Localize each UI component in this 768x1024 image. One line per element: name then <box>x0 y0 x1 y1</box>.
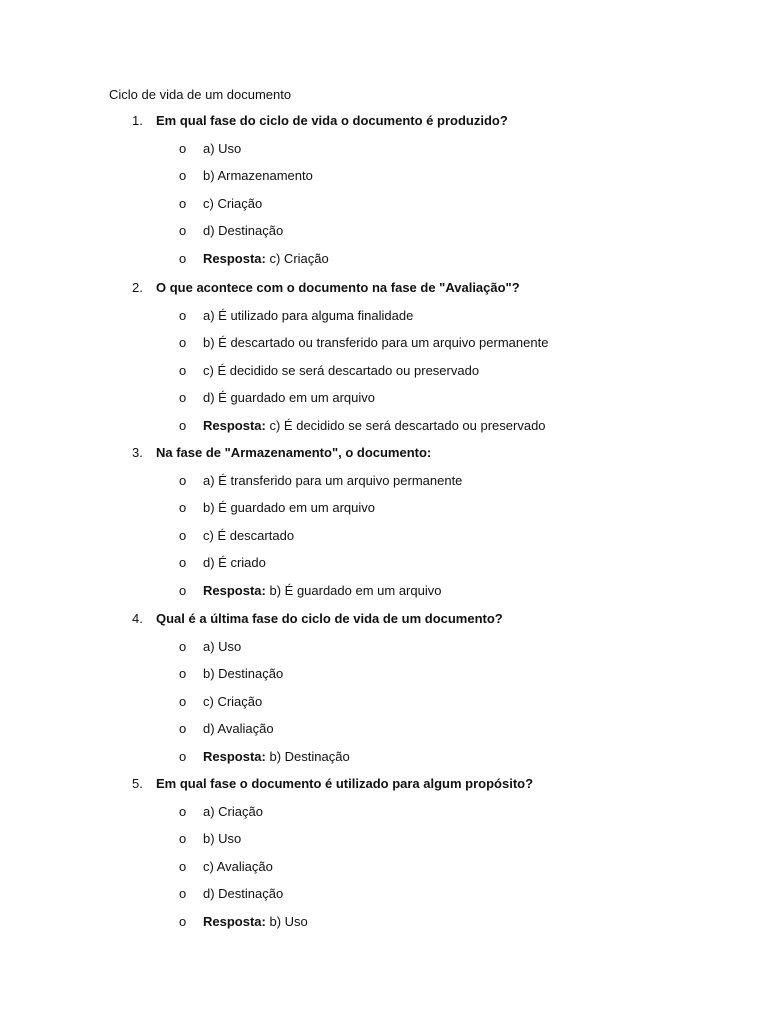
option-text: b) Uso <box>203 831 242 846</box>
option-item <box>0 308 768 324</box>
question-text: Na fase de "Armazenamento", o documento: <box>156 445 432 460</box>
question-1 <box>0 113 768 129</box>
question-number: 4. <box>132 611 143 626</box>
option-text: b) É guardado em um arquivo <box>203 500 375 515</box>
option-text: d) Destinação <box>203 223 284 238</box>
bullet-marker: o <box>179 141 187 156</box>
answer-label: Resposta: <box>203 418 266 433</box>
bullet-marker: o <box>179 528 187 543</box>
bullet-marker: o <box>179 223 187 238</box>
question-5 <box>0 776 768 792</box>
answer-line <box>203 251 329 267</box>
answer-value: b) É guardado em um arquivo <box>269 583 442 598</box>
answer-item <box>0 583 768 599</box>
option-text: c) É decidido se será descartado ou preservado <box>203 363 480 378</box>
bullet-marker: o <box>179 804 187 819</box>
answer-item <box>0 251 768 267</box>
option-item <box>0 141 768 157</box>
option-text: c) Avaliação <box>203 859 273 874</box>
option-text: c) Criação <box>203 196 263 211</box>
bullet-marker: o <box>179 831 187 846</box>
option-item <box>0 859 768 875</box>
bullet-marker: o <box>179 251 187 266</box>
answer-line <box>203 583 441 599</box>
option-text: a) Uso <box>203 141 242 156</box>
option-item <box>0 694 768 710</box>
bullet-marker: o <box>179 335 187 350</box>
answer-value: c) Criação <box>269 251 329 266</box>
bullet-marker: o <box>179 639 187 654</box>
bullet-marker: o <box>179 583 187 598</box>
bullet-marker: o <box>179 749 187 764</box>
bullet-marker: o <box>179 555 187 570</box>
question-number: 3. <box>132 445 143 460</box>
answer-line <box>203 749 350 765</box>
option-item <box>0 223 768 239</box>
question-number: 5. <box>132 776 143 791</box>
bullet-marker: o <box>179 168 187 183</box>
option-text: d) Avaliação <box>203 721 274 736</box>
bullet-marker: o <box>179 308 187 323</box>
answer-value: b) Uso <box>269 914 308 929</box>
option-item <box>0 666 768 682</box>
option-item <box>0 196 768 212</box>
option-text: a) É utilizado para alguma finalidade <box>203 308 414 323</box>
answer-label: Resposta: <box>203 251 266 266</box>
bullet-marker: o <box>179 694 187 709</box>
option-item <box>0 363 768 379</box>
option-item <box>0 168 768 184</box>
bullet-marker: o <box>179 914 187 929</box>
question-2 <box>0 280 768 296</box>
bullet-marker: o <box>179 886 187 901</box>
bullet-marker: o <box>179 473 187 488</box>
answer-label: Resposta: <box>203 914 266 929</box>
option-item <box>0 886 768 902</box>
option-item <box>0 804 768 820</box>
question-number: 1. <box>132 113 143 128</box>
option-item <box>0 555 768 571</box>
answer-value: c) É decidido se será descartado ou preservado <box>269 418 546 433</box>
document-title: Ciclo de vida de um documento <box>109 87 292 102</box>
option-text: b) Destinação <box>203 666 284 681</box>
bullet-marker: o <box>179 418 187 433</box>
question-number: 2. <box>132 280 143 295</box>
answer-item <box>0 749 768 765</box>
option-text: d) É criado <box>203 555 266 570</box>
bullet-marker: o <box>179 196 187 211</box>
bullet-marker: o <box>179 859 187 874</box>
answer-item <box>0 914 768 930</box>
question-text: Em qual fase do ciclo de vida o documento é produzido? <box>156 113 508 128</box>
option-text: d) É guardado em um arquivo <box>203 390 375 405</box>
bullet-marker: o <box>179 363 187 378</box>
answer-label: Resposta: <box>203 749 266 764</box>
option-item <box>0 831 768 847</box>
bullet-marker: o <box>179 500 187 515</box>
option-text: a) Uso <box>203 639 242 654</box>
answer-value: b) Destinação <box>269 749 350 764</box>
question-text: Em qual fase o documento é utilizado para algum propósito? <box>156 776 534 791</box>
option-item <box>0 500 768 516</box>
answer-line <box>203 914 308 930</box>
bullet-marker: o <box>179 721 187 736</box>
option-text: a) É transferido para um arquivo permanente <box>203 473 463 488</box>
bullet-marker: o <box>179 666 187 681</box>
option-text: b) Armazenamento <box>203 168 313 183</box>
bullet-marker: o <box>179 390 187 405</box>
option-item <box>0 528 768 544</box>
question-text: O que acontece com o documento na fase de "Avaliação"? <box>156 280 520 295</box>
question-4 <box>0 611 768 627</box>
option-item <box>0 390 768 406</box>
answer-item <box>0 418 768 434</box>
option-text: a) Criação <box>203 804 263 819</box>
option-item <box>0 473 768 489</box>
option-text: c) É descartado <box>203 528 295 543</box>
option-text: b) É descartado ou transferido para um arquivo permanente <box>203 335 549 350</box>
answer-label: Resposta: <box>203 583 266 598</box>
option-item <box>0 335 768 351</box>
question-text: Qual é a última fase do ciclo de vida de um documento? <box>156 611 503 626</box>
answer-line <box>203 418 546 434</box>
option-text: c) Criação <box>203 694 263 709</box>
option-text: d) Destinação <box>203 886 284 901</box>
option-item <box>0 639 768 655</box>
option-item <box>0 721 768 737</box>
question-3 <box>0 445 768 461</box>
